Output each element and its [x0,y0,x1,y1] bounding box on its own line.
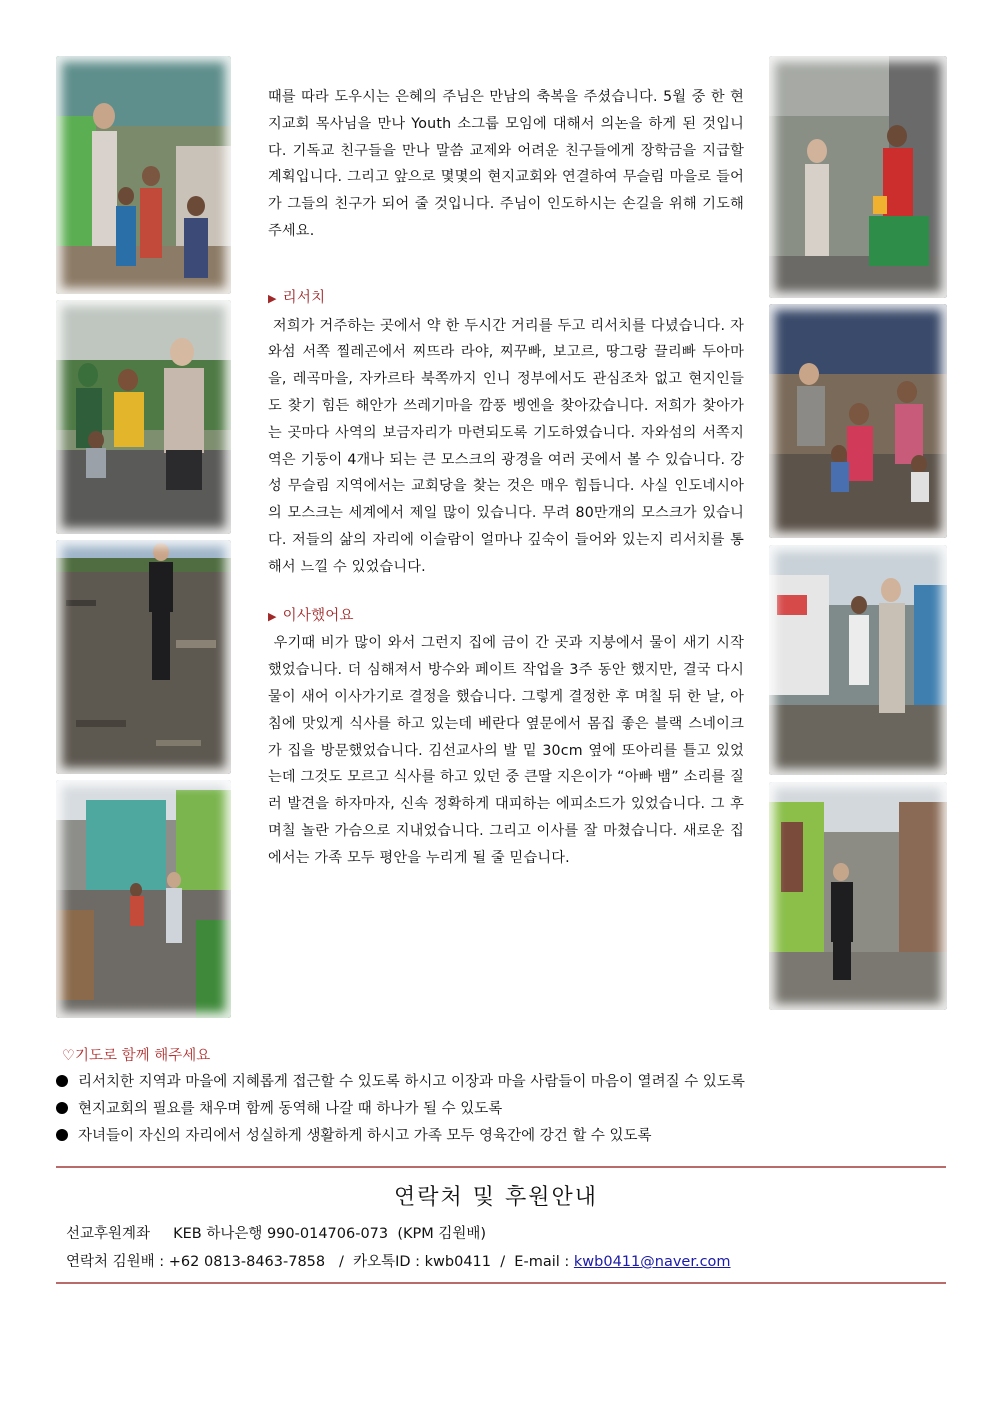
photo-alley-children [56,780,231,1018]
account-line: 선교후원계좌 KEB 하나은행 990-014706-073 (KPM 김원배) [66,1226,487,1242]
prayer-list [56,1069,936,1150]
bullet-icon [56,1075,68,1087]
divider-top [56,1166,946,1168]
prayer-title: ♡기도로 함께 해주세요 [62,1048,211,1064]
divider-bottom [56,1282,946,1284]
photo-garbage-village [56,540,231,774]
photo-youth-group [56,56,231,294]
intro-paragraph: 때를 따라 도우시는 은혜의 주님은 만남의 축복을 주셨습니다. 5월 중 한 현지교회 목사님을 만나 Youth 소그룹 모임에 대해서 의논을 하게 된 것입니다. 기독교 친구들을 만나 말씀 교제와 어려운 친구들에게 장학금을 지급할 계획입니다. 그리고 앞으로 몇몇의 현지교회와 연결하여 무슬림 마을로 들어가 그들의 친구가 되어 줄 것입니다. 주님이 인도하시는 손길을 위해 기도해주세요. [268,89,744,239]
list-item: 자녀들이 자신의 자리에서 성실하게 생활하게 하시고 가족 모두 영육간에 강건 할 수 있도록 [56,1123,936,1150]
list-item: 현지교회의 필요를 채우며 함께 동역해 나갈 때 하나가 될 수 있도록 [56,1096,936,1123]
prayer-section [56,1044,936,1150]
contact-title: 연락처 및 후원안내 [393,1185,598,1210]
photo-alley-walk [769,782,947,1010]
research-paragraph: 저희가 거주하는 곳에서 약 한 두시간 거리를 두고 리서치를 다녔습니다. 자와섬 서쪽 찔레곤에서 찌뜨라 라야, 찌꾸빠, 보고르, 땅그랑 끌리빠 두아마을, 레곡마을, 자카르타 북쪽까지 인니 정부에서도 관심조차 없고 현지인들도 찾기 힘든 해안가 쓰레기마을 깜풍 벵엔을 찾아갔습니다. 저희가 찾아가는 곳마다 사역의 보금자리가 마련되도록 기도하였습니다. 자와섬의 서쪽지역은 기둥이 4개나 되는 큰 모스크의 광경을 여러 곳에서 볼 수 있습니다. 강성 무슬림 지역에서는 교회당을 찾는 것은 매우 힘듭니다. 사실 인도네시아의 모스크는 세계에서 제일 많이 있습니다. 무려 80만개의 모스크가 있습니다. 저들의 삶의 자리에 이슬람이 얼마나 깊숙이 들어와 있는지 리서치를 통해서 느낄 수 있었습니다. [268,317,744,575]
moving-paragraph: 우기때 비가 많이 와서 그런지 집에 금이 간 곳과 지붕에서 물이 새기 시작했었습니다. 더 심해져서 방수와 페이트 작업을 3주 동안 했지만, 결국 다시 물이 새어 이사가기로 결정을 했습니다. 그렇게 결정한 후 며칠 뒤 한 날, 아침에 맛있게 식사를 하고 있는데 베란다 옆문에서 몸집 좋은 블랙 스네이크가 집을 방문했었습니다. 김선교사의 발 밑 30cm 옆에 또아리를 틀고 있었는데 그것도 모르고 식사를 하고 있던 중 큰딸 지은이가 “아빠 뱀” 소리를 질러 발견을 하자마자, 신속 정확하게 대피하는 에피소드가 있었습니다. 그 후 며칠 놀란 가슴으로 지내었습니다. 그리고 이사를 잘 마쳤습니다. 새로운 집에서는 가족 모두 평안을 누리게 될 줄 믿습니다. [268,635,744,866]
triangle-bullet-icon: ▶ [268,609,277,623]
main-article [268,84,744,872]
list-item: 리서치한 지역과 마을에 지혜롭게 접근할 수 있도록 하시고 이장과 마을 사람들이 마음이 열려질 수 있도록 [56,1069,936,1096]
photo-women-gathering [769,304,947,538]
photo-village-visit [769,545,947,775]
email-link[interactable]: kwb0411@naver.com [573,1254,731,1270]
moving-heading: ▶ 이사했어요 [268,607,354,624]
photo-street-vendor [769,56,947,298]
photo-family-roadside [56,300,231,534]
bullet-icon [56,1129,68,1141]
triangle-bullet-icon: ▶ [268,291,277,305]
contact-line: 연락처 김원배 : +62 0813-8463-7858 / 카오톡ID : kwb0411 / E-mail : kwb0411@naver.com [66,1254,731,1270]
bullet-icon [56,1102,68,1114]
research-heading: ▶ 리서치 [268,289,326,306]
